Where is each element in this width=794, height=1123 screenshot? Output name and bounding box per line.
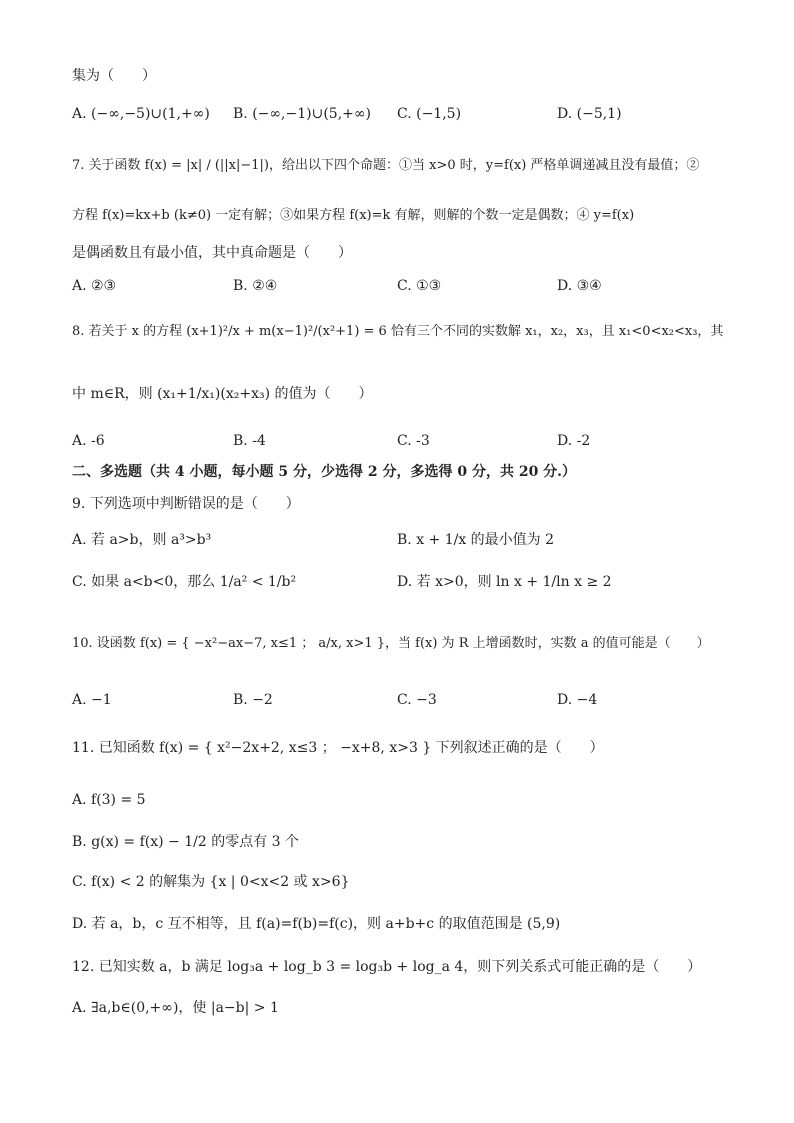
option-b: B. −2 — [233, 692, 273, 708]
q10-line1: 10. 设函数 f(x) = { −x²−ax−7, x≤1 ； a/x, x>1 }，当 f(x) 为 R 上增函数时，实数 a 的值可能是（ ） — [72, 636, 710, 651]
option-b: B. ②④ — [233, 278, 278, 294]
option-a: A. 若 a>b，则 a³>b³ — [72, 532, 212, 548]
option-a: A. -6 — [72, 433, 105, 449]
q12-line1: 12. 已知实数 a，b 满足 log₃a + log_b 3 = log₃b + log_a 4，则下列关系式可能正确的是（ ） — [72, 959, 702, 975]
q7-line1: 7. 关于函数 f(x) = |x| / (||x|−1|)，给出以下四个命题：①当 x>0 时，y=f(x) 严格单调递减且没有最值；② — [72, 158, 700, 173]
option-d: D. −4 — [557, 692, 598, 708]
option-b: B. -4 — [233, 433, 266, 449]
option-a: A. (−∞,−5)∪(1,+∞) — [72, 106, 210, 122]
section-heading: 二、多选题（共 4 小题，每小题 5 分，少选得 2 分，多选得 0 分，共 20 分.） — [72, 464, 577, 480]
option-c: C. ①③ — [397, 278, 442, 294]
continued-text: 集为（ ） — [72, 68, 156, 84]
option-b: B. x + 1/x 的最小值为 2 — [397, 532, 555, 548]
option-d: D. (−5,1) — [557, 106, 622, 122]
q11-line1: 11. 已知函数 f(x) = { x²−2x+2, x≤3 ； −x+8, x>3 } 下列叙述正确的是（ ） — [72, 740, 604, 756]
option-c: C. (−1,5) — [397, 106, 462, 122]
q8-line1: 8. 若关于 x 的方程 (x+1)²/x + m(x−1)²/(x²+1) = 6 恰有三个不同的实数解 x₁，x₂，x₃，且 x₁<0<x₂<x₃，其 — [72, 324, 724, 339]
option-b: B. g(x) = f(x) − 1/2 的零点有 3 个 — [72, 834, 300, 850]
option-d: D. -2 — [557, 433, 591, 449]
q9-line1: 9. 下列选项中判断错误的是（ ） — [72, 496, 300, 512]
option-a: A. ∃a,b∈(0,+∞)，使 |a−b| > 1 — [72, 1000, 279, 1016]
option-c: C. −3 — [397, 692, 437, 708]
option-d: D. 若 a，b，c 互不相等，且 f(a)=f(b)=f(c)，则 a+b+c 的取值范围是 (5,9) — [72, 916, 561, 932]
option-a: A. −1 — [72, 692, 112, 708]
option-d: D. 若 x>0，则 ln x + 1/ln x ≥ 2 — [397, 574, 612, 590]
option-d: D. ③④ — [557, 278, 602, 294]
option-a: A. f(3) = 5 — [72, 792, 146, 808]
option-b: B. (−∞,−1)∪(5,+∞) — [233, 106, 371, 122]
option-c: C. -3 — [397, 433, 430, 449]
q8-line2: 中 m∈R，则 (x₁+1/x₁)(x₂+x₃) 的值为（ ） — [72, 386, 373, 402]
option-c: C. f(x) < 2 的解集为 {x | 0<x<2 或 x>6} — [72, 874, 350, 890]
option-a: A. ②③ — [72, 278, 117, 294]
q7-line3: 是偶函数且有最小值，其中真命题是（ ） — [72, 245, 352, 261]
q7-line2: 方程 f(x)=kx+b (k≠0) 一定有解；③如果方程 f(x)=k 有解，则解的个数一定是偶数；④ y=f(x) — [72, 208, 635, 223]
option-c: C. 如果 a<b<0，那么 1/a² < 1/b² — [72, 574, 297, 590]
